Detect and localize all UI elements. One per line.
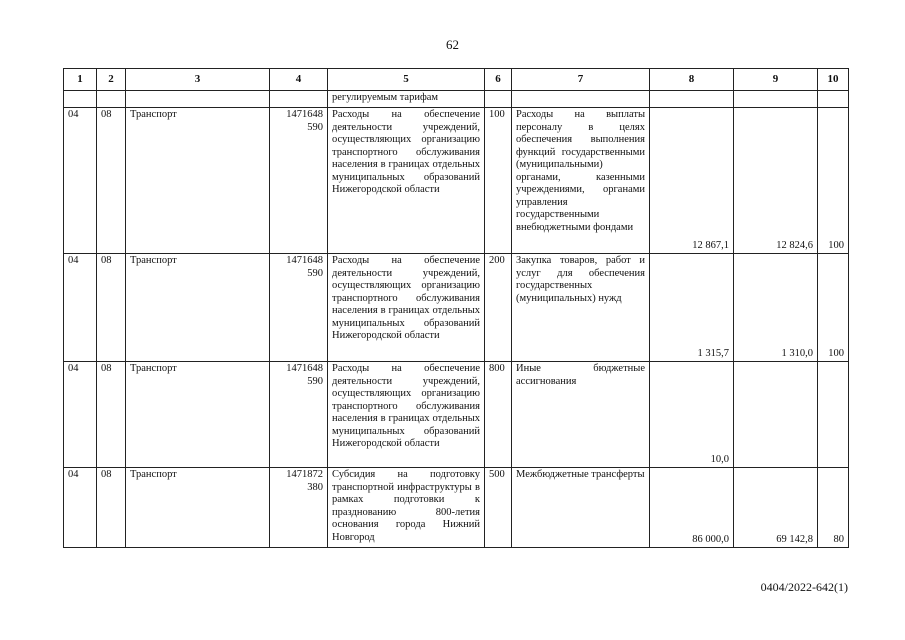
cell-planned: 1 315,7 bbox=[650, 254, 734, 362]
cell-subsection: 08 bbox=[97, 254, 126, 362]
cell-name: Транспорт bbox=[126, 362, 270, 468]
cell-percent: 100 bbox=[818, 108, 849, 254]
cell-target-description: Субсидия на подготовку транспортной инфраструктуры в рамках подготовки к празднованию 800-летия основания города Нижний Новгород bbox=[328, 468, 485, 548]
continuation-text: регулируемым тарифам bbox=[328, 91, 485, 108]
cell-percent: 80 bbox=[818, 468, 849, 548]
cell-expense-type: 800 bbox=[485, 362, 512, 468]
cell-target-code: 1471648 590 bbox=[270, 254, 328, 362]
cell-expense-description: Межбюджетные трансферты bbox=[512, 468, 650, 548]
cell-target-description: Расходы на обеспечение деятельности учреждений, осуществляющих организацию транспортного обслуживания населения в границах отдельных муниципальных образований Нижегородской области bbox=[328, 108, 485, 254]
cell-section: 04 bbox=[64, 468, 97, 548]
col-header-6: 6 bbox=[485, 69, 512, 91]
col-header-1: 1 bbox=[64, 69, 97, 91]
budget-table bbox=[63, 68, 849, 548]
cell-executed: 12 824,6 bbox=[734, 108, 818, 254]
col-header-2: 2 bbox=[97, 69, 126, 91]
document-code: 0404/2022-642(1) bbox=[760, 580, 848, 594]
col-header-9: 9 bbox=[734, 69, 818, 91]
table-row bbox=[64, 108, 849, 254]
cell-target-description: Расходы на обеспечение деятельности учреждений, осуществляющих организацию транспортного обслуживания населения в границах отдельных муниципальных образований Нижегородской области bbox=[328, 362, 485, 468]
cell-name: Транспорт bbox=[126, 254, 270, 362]
table-row bbox=[64, 468, 849, 548]
cell-expense-description: Закупка товаров, работ и услуг для обеспечения государственных (муниципальных) нужд bbox=[512, 254, 650, 362]
cell-subsection: 08 bbox=[97, 468, 126, 548]
col-header-5: 5 bbox=[328, 69, 485, 91]
cell-section: 04 bbox=[64, 254, 97, 362]
cell-target-code: 1471872 380 bbox=[270, 468, 328, 548]
cell-percent: 100 bbox=[818, 254, 849, 362]
cell-target-code: 1471648 590 bbox=[270, 108, 328, 254]
cell-section: 04 bbox=[64, 362, 97, 468]
cell-expense-type: 100 bbox=[485, 108, 512, 254]
cell-planned: 12 867,1 bbox=[650, 108, 734, 254]
cell-expense-description: Расходы на выплаты персоналу в целях обеспечения выполнения функций государственными (муниципальными) органами, казенными учреждениями, органами управления государственными внебюджетными фондами bbox=[512, 108, 650, 254]
cell-expense-type: 500 bbox=[485, 468, 512, 548]
table-row bbox=[64, 362, 849, 468]
table-row bbox=[64, 254, 849, 362]
header-row bbox=[64, 69, 849, 91]
cell-executed: 1 310,0 bbox=[734, 254, 818, 362]
cell-subsection: 08 bbox=[97, 362, 126, 468]
cell-expense-description: Иные бюджетные ассигнования bbox=[512, 362, 650, 468]
page-number: 62 bbox=[446, 37, 459, 52]
cell-name: Транспорт bbox=[126, 108, 270, 254]
cell-target-description: Расходы на обеспечение деятельности учреждений, осуществляющих организацию транспортного обслуживания населения в границах отдельных муниципальных образований Нижегородской области bbox=[328, 254, 485, 362]
cell-section: 04 bbox=[64, 108, 97, 254]
cell-planned: 10,0 bbox=[650, 362, 734, 468]
col-header-7: 7 bbox=[512, 69, 650, 91]
col-header-8: 8 bbox=[650, 69, 734, 91]
col-header-10: 10 bbox=[818, 69, 849, 91]
cell-planned: 86 000,0 bbox=[650, 468, 734, 548]
continuation-row bbox=[64, 91, 849, 108]
cell-expense-type: 200 bbox=[485, 254, 512, 362]
cell-executed: 69 142,8 bbox=[734, 468, 818, 548]
cell-name: Транспорт bbox=[126, 468, 270, 548]
cell-executed bbox=[734, 362, 818, 468]
col-header-3: 3 bbox=[126, 69, 270, 91]
cell-target-code: 1471648 590 bbox=[270, 362, 328, 468]
cell-subsection: 08 bbox=[97, 108, 126, 254]
cell-percent bbox=[818, 362, 849, 468]
col-header-4: 4 bbox=[270, 69, 328, 91]
